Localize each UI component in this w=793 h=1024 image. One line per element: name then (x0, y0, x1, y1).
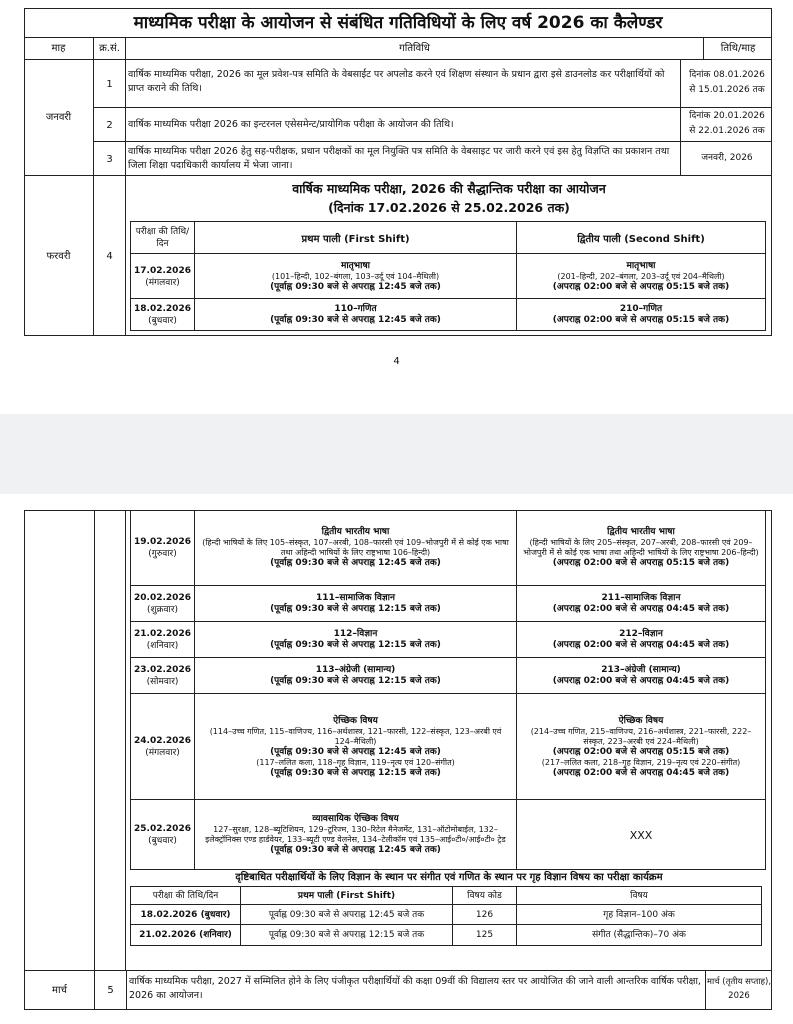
row-date-cell (705, 971, 771, 1009)
row-date-start: दिनांक 08.01.2026 (689, 70, 765, 80)
exam-second-shift (517, 254, 765, 299)
exam-date-cell (131, 586, 195, 622)
document-page-1 (0, 0, 793, 414)
exam-second-shift (517, 622, 765, 658)
exam-day: (बुधवार) (148, 836, 177, 846)
exam-date: 19.02.2026 (134, 537, 191, 547)
table-row-march (24, 970, 772, 1010)
exam-date-cell (131, 254, 195, 299)
exam-date-cell (131, 694, 195, 800)
blind-col-shift: प्रथम पाली (First Shift) (241, 887, 453, 905)
exam-subject-codes: (हिन्दी भाषियों के लिए 205–संस्कृत, 207–अरबी, 208–फारसी एवं 209–भोजपुरी में से कोई एक भाषा तथा अहिन्दी भाषियों के लिए राष्ट्रभाषा 206–हिन्दी) (523, 538, 759, 557)
table-row (94, 142, 772, 176)
exam-row (131, 586, 765, 622)
exam-second-shift (517, 586, 765, 622)
exam-subject-codes: (201–हिन्दी, 202–बंगला, 203–उर्दू एवं 204–मैथिली) (557, 271, 725, 281)
page-gap (0, 414, 793, 494)
blind-header-row (131, 887, 761, 905)
month-january: जनवरी (24, 60, 94, 176)
exam-subject-codes: (217–ललित कला, 218–गृह विज्ञान, 219–नृत्य एवं 220–संगीत) (541, 757, 741, 767)
exam-timing: (अपराह्न 02:00 बजे से अपराह्न 05:15 बजे तक) (552, 281, 730, 292)
exam-timing: (अपराह्न 02:00 बजे से अपराह्न 04:45 बजे तक) (552, 640, 730, 650)
exam-timing: (पूर्वाह्न 09:30 बजे से अपराह्न 12:15 बजे तक) (270, 604, 441, 614)
exam-date: 20.02.2026 (134, 593, 191, 603)
exam-timing: (अपराह्न 02:00 बजे से अपराह्न 04:45 बजे तक) (552, 604, 730, 614)
month-march: मार्च (25, 971, 95, 1009)
blind-schedule-heading: दृष्टिबाधित परीक्षार्थियों के लिए विज्ञान के स्थान पर संगीत एवं गणित के स्थान पर गृह विज्ञान विषय का परीक्षा कार्यक्रम (235, 872, 663, 883)
exam-second-shift (517, 299, 765, 330)
table-header-row (24, 38, 772, 60)
exam-second-shift (517, 658, 765, 694)
exam-date-cell (131, 510, 195, 586)
exam-subject: XXX (629, 828, 653, 842)
exam-day: (शनिवार) (146, 641, 179, 651)
exam-date: 25.02.2026 (134, 824, 191, 834)
blind-date: 21.02.2026 (शनिवार) (131, 925, 241, 945)
header-activity: गतिविधि (126, 38, 704, 60)
exam-timing: (पूर्वाह्न 09:30 बजे से अपराह्न 12:45 बजे तक) (270, 281, 441, 292)
exam-subject: मातृभाषा (626, 260, 656, 271)
exam-day: (मंगलवार) (145, 277, 180, 288)
exam-timing: (पूर्वाह्न 09:30 बजे से अपराह्न 12:15 बजे तक) (270, 640, 441, 650)
exam-header-row (131, 222, 765, 254)
exam-first-shift (195, 658, 517, 694)
exam-timing: (पूर्वाह्न 09:30 बजे से अपराह्न 12:15 बजे तक) (270, 767, 441, 778)
exam-subject: व्यावसायिक ऐच्छिक विषय (312, 814, 399, 824)
february-subheading: (दिनांक 17.02.2026 से 25.02.2026 तक) (328, 200, 570, 215)
header-month: माह (24, 38, 94, 60)
header-date: तिथि/माह (720, 43, 756, 54)
blind-date: 18.02.2026 (बुधवार) (131, 905, 241, 925)
exam-subject: 110–गणित (334, 303, 377, 314)
row-date-start: दिनांक 20.01.2026 (689, 111, 765, 121)
exam-subject: 213–अंग्रेजी (सामान्य) (601, 665, 681, 675)
exam-row (131, 800, 765, 870)
exam-schedule-table-continued (130, 510, 766, 870)
exam-subject: द्वितीय भारतीय भाषा (321, 527, 390, 537)
exam-subject: ऐच्छिक विषय (618, 715, 664, 726)
header-sn: क्र.सं. (94, 38, 126, 60)
table-row (94, 108, 772, 142)
exam-first-shift (195, 254, 517, 299)
exam-date-cell (131, 299, 195, 330)
exam-subject: 113–अंग्रेजी (सामान्य) (315, 665, 396, 675)
exam-timing: (अपराह्न 02:00 बजे से अपराह्न 05:15 बजे तक) (552, 314, 730, 325)
exam-row (131, 299, 765, 330)
exam-second-shift (517, 694, 765, 800)
row-date-cell (680, 142, 772, 176)
sn-column (94, 510, 126, 970)
exam-subject: 112–विज्ञान (333, 629, 378, 639)
exam-first-shift (195, 622, 517, 658)
row-sn: 5 (95, 971, 127, 1009)
exam-date: 21.02.2026 (134, 629, 191, 639)
blind-subject: गृह विज्ञान–100 अंक (603, 909, 675, 920)
col-second-shift-header: द्वितीय पाली (Second Shift) (577, 234, 705, 245)
exam-timing: (पूर्वाह्न 09:30 बजे से अपराह्न 12:15 बजे तक) (270, 676, 441, 686)
exam-second-shift (517, 510, 765, 586)
exam-date-cell (131, 800, 195, 870)
exam-subject: 210–गणित (619, 303, 663, 314)
exam-subject-codes: (101–हिन्दी, 102–बंगला, 103–उर्दू एवं 104–मैथिली) (271, 271, 440, 281)
row-date-cell (680, 60, 772, 108)
exam-timing: (अपराह्न 02:00 बजे से अपराह्न 05:15 बजे तक) (552, 746, 730, 757)
exam-timing: (पूर्वाह्न 09:30 बजे से अपराह्न 12:45 बजे तक) (270, 746, 441, 757)
exam-date: 24.02.2026 (134, 736, 191, 746)
blind-schedule-table (130, 886, 762, 946)
exam-timing: (पूर्वाह्न 09:30 बजे से अपराह्न 12:45 बजे तक) (270, 845, 441, 855)
exam-row (131, 510, 765, 586)
exam-subject: 211–सामाजिक विज्ञान (601, 593, 681, 603)
exam-date: 23.02.2026 (134, 665, 191, 675)
exam-first-shift (195, 800, 517, 870)
exam-first-shift (195, 510, 517, 586)
exam-subject: द्वितीय भारतीय भाषा (607, 527, 675, 537)
table-row (94, 60, 772, 108)
page-number: 4 (393, 356, 400, 367)
exam-subject-codes: (114–उच्च गणित, 115–वाणिज्य, 116–अर्थशास्त्र, 121–फारसी, 122–संस्कृत, 123–अरबी एवं 124–मैथिली) (209, 726, 502, 746)
exam-subject: 111–सामाजिक विज्ञान (316, 593, 395, 603)
blind-code: 125 (453, 925, 517, 945)
row-activity: वार्षिक माध्यमिक परीक्षा, 2026 का मूल प्रवेश-पत्र समिति के वेबसाईट पर अपलोड करने एवं शिक्षण संस्थान के प्रधान द्वारा इसे डाउनलोड कर परीक्षार्थियों को प्राप्त कराने की तिथि। (128, 69, 665, 94)
exam-subject-codes: (हिन्दी भाषियों के लिए 105–संस्कृत, 107–अरबी, 108–फारसी एवं 109–भोजपुरी में से कोई एक भाषा तथा अहिन्दी भाषियों के लिए राष्ट्रभाषा 106–हिन्दी) (202, 538, 509, 557)
exam-timing: (अपराह्न 02:00 बजे से अपराह्न 04:45 बजे तक) (552, 767, 730, 778)
exam-first-shift (195, 694, 517, 800)
exam-second-shift (517, 800, 765, 870)
exam-timing: (अपराह्न 02:00 बजे से अपराह्न 04:45 बजे तक) (552, 676, 730, 686)
row-activity: वार्षिक माध्यमिक परीक्षा, 2027 में सम्मिलित होने के लिए पंजीकृत परीक्षार्थियों की कक्षा 09वीं की विद्यालय स्तर पर आयोजित की जाने वाली आन्तरिक वार्षिक परीक्षा, 2026 का आयोजन। (129, 976, 701, 1001)
exam-day: (शुक्रवार) (146, 605, 179, 615)
blind-row (131, 925, 761, 945)
blind-code: 126 (453, 905, 517, 925)
exam-date: 17.02.2026 (134, 265, 191, 276)
exam-subject-codes: (117–ललित कला, 118–गृह विज्ञान, 119–नृत्य एवं 120–संगीत) (256, 757, 455, 767)
exam-subject: ऐच्छिक विषय (333, 715, 378, 726)
exam-timing: (पूर्वाह्न 09:30 बजे से अपराह्न 12:45 बजे तक) (270, 558, 441, 568)
document-page-2 (0, 494, 793, 1024)
page-title: माध्यमिक परीक्षा के आयोजन से संबंधित गतिविधियों के लिए वर्ष 2026 का कैलेण्डर (24, 8, 772, 38)
exam-day: (गुरुवार) (148, 549, 177, 559)
exam-date-cell (131, 622, 195, 658)
blind-col-code: विषय कोड (453, 887, 517, 905)
row-activity: वार्षिक माध्यमिक परीक्षा 2026 का इन्टरनल एसेसमेन्ट/प्रायोगिक परीक्षा के आयोजन की तिथि। (128, 119, 454, 130)
row-date-start: मार्च (तृतीय सप्ताह), (706, 977, 772, 987)
exam-timing: (पूर्वाह्न 09:30 बजे से अपराह्न 12:45 बजे तक) (270, 314, 441, 325)
row-sn: 2 (94, 108, 126, 142)
row-sn: 1 (94, 60, 126, 108)
row-activity: वार्षिक माध्यमिक परीक्षा 2026 हेतु सह-परीक्षक, प्रधान परीक्षकों का मूल नियुक्ति पत्र समिति के वेबसाइट पर जारी करने एवं इस हेतु विज्ञप्ति का प्रकाशन तथा जिला शिक्षा पदाधिकारी कार्यालय में भेजा जाना। (128, 146, 670, 171)
row-sn: 3 (94, 142, 126, 176)
february-heading: वार्षिक माध्यमिक परीक्षा, 2026 की सैद्धान्तिक परीक्षा का आयोजन (292, 181, 606, 196)
exam-subject-codes: (214–उच्च गणित, 215–वाणिज्य, 216–अर्थशास्त्र, 221–फारसी, 222–संस्कृत, 223–अरबी एवं 224–मैथिली) (530, 726, 752, 746)
exam-row (131, 622, 765, 658)
blind-shift: पूर्वाह्न 09:30 बजे से अपराह्न 12:15 बजे तक (241, 925, 453, 945)
blind-subject: संगीत (सैद्धान्तिक)–70 अंक (592, 929, 686, 940)
col-date-header: परीक्षा की तिथि/दिन (131, 222, 195, 254)
exam-row (131, 658, 765, 694)
exam-date-cell (131, 658, 195, 694)
row-date-cell (680, 108, 772, 142)
row-sn: 4 (94, 176, 126, 336)
row-date-end: से 22.01.2026 तक (689, 126, 765, 136)
exam-timing: (अपराह्न 02:00 बजे से अपराह्न 05:15 बजे तक) (552, 558, 730, 568)
exam-date: 18.02.2026 (134, 303, 191, 314)
exam-day: (सोमवार) (146, 677, 179, 687)
blind-shift: पूर्वाह्न 09:30 बजे से अपराह्न 12:45 बजे तक (241, 905, 453, 925)
exam-first-shift (195, 299, 517, 330)
blind-col-subject: विषय (630, 890, 648, 901)
exam-schedule-table (130, 221, 766, 331)
exam-row (131, 254, 765, 299)
exam-day: (मंगलवार) (145, 748, 180, 758)
row-date-end: 2026 (728, 991, 750, 1001)
exam-subject: मातृभाषा (340, 260, 371, 271)
row-date-end: से 15.01.2026 तक (689, 85, 765, 95)
exam-first-shift (195, 586, 517, 622)
exam-row (131, 694, 765, 800)
month-february: फरवरी (24, 176, 94, 336)
row-date-start: जनवरी, 2026 (701, 153, 753, 163)
blind-row (131, 905, 761, 925)
exam-subject-codes: 127–सुरक्षा, 128–ब्यूटिशियन, 129–टूरिज्म, 130–रिटेल मैनेजमेंट, 131–ऑटोमोबाईल, 132–इलेक्ट्रॉनिक्स एण्ड हार्डवेयर, 133–ब्यूटी एण्ड वेलनेस, 134–टेलीकॉम एवं 135–आई०टी०/आई०टी० ट्रेड (205, 825, 506, 844)
exam-subject: 212–विज्ञान (619, 629, 663, 639)
blind-col-date: परीक्षा की तिथि/दिन (131, 887, 241, 905)
col-first-shift-header: प्रथम पाली (First Shift) (195, 222, 517, 254)
exam-day: (बुधवार) (148, 315, 177, 326)
